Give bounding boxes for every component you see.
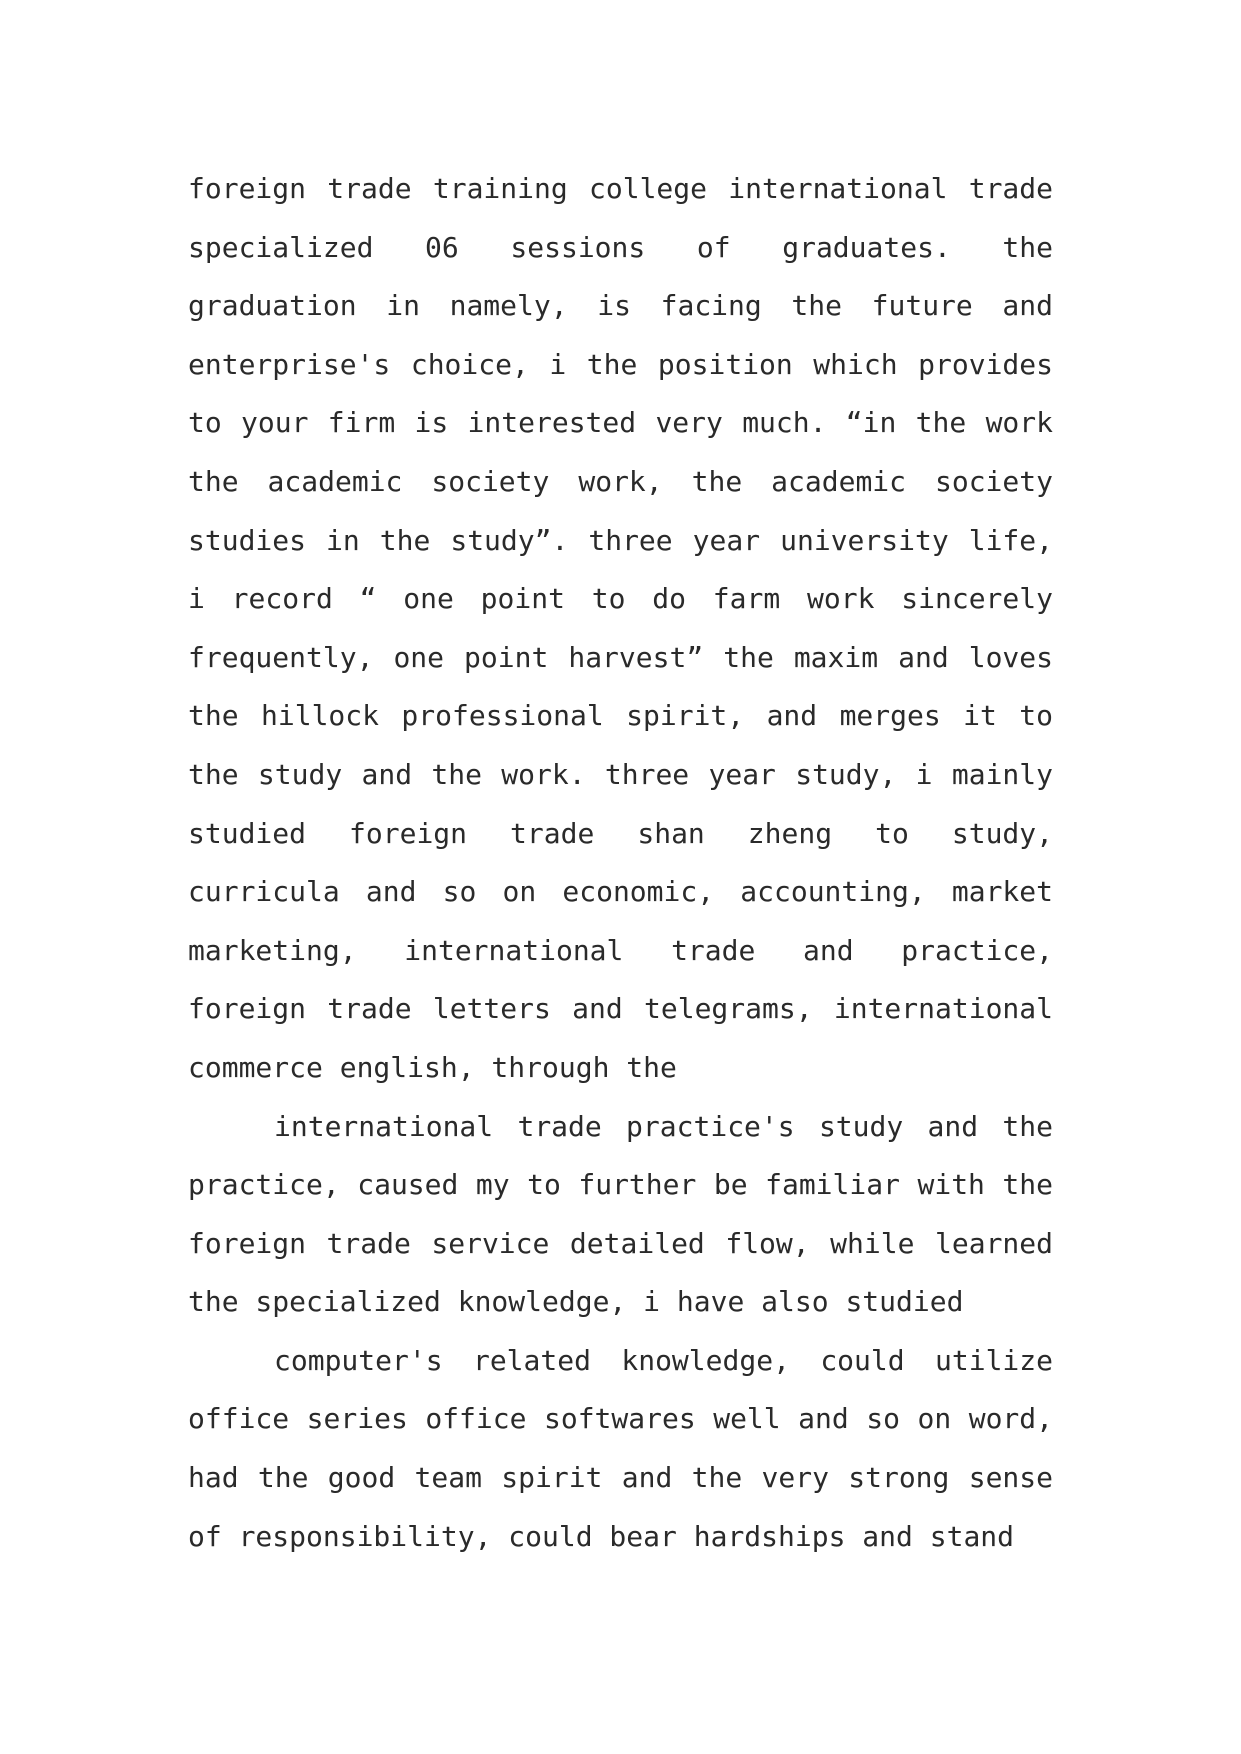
paragraph-2: international trade practice's study and the practice, caused my to further be familiar with the foreign trade service detailed flow, while learned the specialized knowledge, i have also studied xyxy=(188,1109,1053,1319)
paragraph-3: computer's related knowledge, could utilize office series office softwares well and so on word, had the good team spirit and the very strong sense of responsibility, could bear hardships and stand xyxy=(188,1343,1053,1553)
body-text xyxy=(188,160,1053,1566)
paragraph-1: foreign trade training college international trade specialized 06 sessions of graduates. the graduation in namely, is facing the future and enterprise's choice, i the position which provides to your firm is interested very much. “in the work the academic society work, the academic society studies in the study”. three year university life, i record “ one point to do farm work sincerely frequently, one point harvest” the maxim and loves the hillock professional spirit, and merges it to the study and the work. three year study, i mainly studied foreign trade shan zheng to study, curricula and so on economic, accounting, market marketing, international trade and practice, foreign trade letters and telegrams, international commerce english, through the xyxy=(188,172,1053,1084)
